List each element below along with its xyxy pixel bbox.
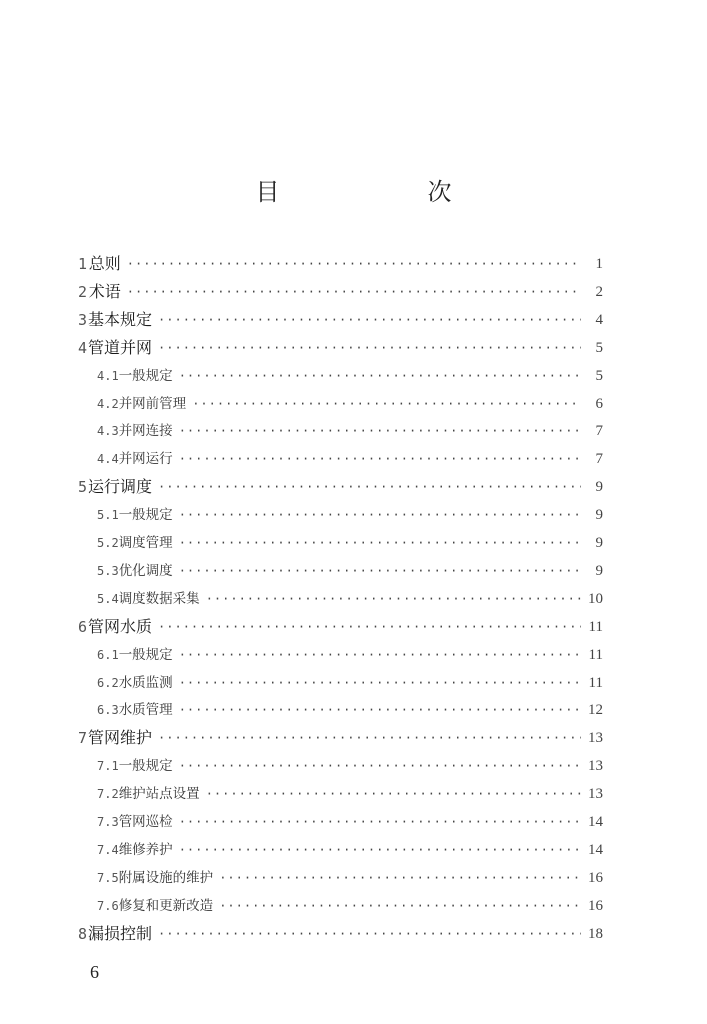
toc-section-row [97, 501, 603, 529]
toc-dot-leader [127, 278, 581, 306]
toc-entry-page: 12 [588, 702, 603, 719]
toc-entry-title: 调度数据采集 [118, 590, 200, 607]
toc-entry-title: 水质管理 [118, 702, 173, 719]
toc-dot-leader [219, 864, 581, 892]
toc-entry-number: 6 [78, 617, 88, 636]
toc-dot-leader [158, 334, 581, 362]
toc-entry-number: 5.2 [97, 536, 119, 550]
toc-entry-number: 8 [78, 924, 88, 943]
toc-section-row [97, 641, 603, 669]
toc-section-row [97, 808, 603, 836]
toc-entry-title: 管网巡检 [118, 814, 173, 830]
toc-entry-page: 4 [595, 311, 603, 328]
toc-entry-page: 16 [588, 897, 603, 914]
toc-entry-number: 7.6 [97, 898, 119, 913]
toc-entry-number: 1 [78, 255, 88, 273]
toc-chapter-row [78, 724, 603, 752]
toc-entry-title: 并网连接 [118, 423, 173, 440]
toc-dot-leader [158, 613, 581, 641]
toc-section-row [97, 585, 603, 613]
toc-entry-title: 一般规定 [118, 367, 173, 384]
toc-entry-page: 5 [595, 339, 603, 356]
toc-entry-title: 一般规定 [118, 758, 173, 775]
toc-entry-number: 7.1 [97, 759, 119, 774]
toc-dot-leader [179, 445, 581, 473]
toc-entry-title: 优化调度 [118, 562, 173, 579]
toc-dot-leader [219, 892, 581, 920]
toc-entry-page: 11 [588, 674, 603, 691]
toc-dot-leader [179, 641, 581, 669]
toc-dot-leader [206, 780, 581, 808]
toc-dot-leader [179, 529, 581, 557]
toc-entry-page: 9 [595, 562, 603, 579]
toc-entry-title: 运行调度 [88, 477, 153, 497]
toc-entry-title: 管网水质 [88, 616, 153, 636]
toc-dot-leader [179, 362, 581, 390]
page-number: 6 [90, 962, 99, 982]
toc-section-row [97, 864, 603, 892]
toc-entry-title: 管道并网 [88, 337, 153, 357]
toc-entry-number: 5.4 [97, 591, 119, 606]
toc-entry-title: 水质监测 [118, 674, 173, 691]
page-title: 目 次 [255, 178, 514, 206]
toc-section-row [97, 669, 603, 697]
toc-section-row [97, 696, 603, 724]
toc-entry-title: 总则 [88, 254, 121, 273]
toc-entry-page: 11 [588, 618, 603, 635]
toc-entry-title: 维修养护 [118, 841, 173, 858]
toc-entry-title: 基本规定 [88, 309, 153, 329]
toc-dot-leader [158, 724, 581, 752]
toc-section-row [97, 752, 603, 780]
toc-dot-leader [158, 473, 581, 501]
toc-entry-page: 7 [595, 423, 603, 440]
toc-entry-page: 9 [595, 535, 603, 551]
toc-entry-title: 附属设施的维护 [118, 869, 214, 886]
toc-entry-number: 4.3 [97, 424, 119, 439]
toc-entry-page: 9 [595, 507, 603, 524]
toc-entry-page: 18 [588, 925, 603, 942]
toc-chapter-row [78, 306, 603, 334]
toc-entry-page: 16 [588, 869, 603, 886]
toc-entry-number: 3 [78, 310, 88, 329]
toc-section-row [97, 780, 603, 808]
toc-entry-title: 一般规定 [118, 646, 173, 663]
toc-dot-leader [127, 250, 581, 278]
toc-entry-page: 14 [588, 841, 603, 858]
toc-dot-leader [179, 417, 581, 445]
toc-entry-page: 10 [588, 590, 603, 607]
toc-entry-title: 并网运行 [118, 451, 173, 468]
toc-entry-title: 修复和更新改造 [118, 897, 214, 914]
toc-chapter-row [78, 250, 603, 278]
toc-entry-number: 6.2 [97, 675, 119, 690]
toc-entry-page: 9 [595, 479, 603, 496]
toc-section-row [97, 445, 603, 473]
toc-entry-title: 维护站点设置 [118, 786, 200, 803]
toc-dot-leader [179, 808, 581, 836]
toc-entry-number: 2 [78, 282, 88, 301]
toc-entry-page: 6 [595, 395, 603, 412]
toc-entry-page: 13 [588, 786, 603, 803]
toc-dot-leader [179, 752, 581, 780]
toc-entry-number: 7.5 [97, 870, 119, 885]
toc-entry-page: 13 [588, 730, 603, 747]
toc-entry-number: 4.4 [97, 452, 119, 467]
toc-dot-leader [158, 920, 581, 948]
toc-dot-leader [192, 390, 581, 418]
toc-entry-number: 4.1 [97, 368, 119, 383]
toc-dot-leader [179, 836, 581, 864]
toc-entry-title: 漏损控制 [88, 923, 153, 943]
toc-entry-number: 6.3 [97, 703, 119, 718]
toc-entry-page: 7 [595, 451, 603, 468]
toc-entry-title: 调度管理 [118, 535, 173, 551]
toc-chapter-row [78, 920, 603, 948]
toc-section-row [97, 529, 603, 557]
toc-section-row [97, 892, 603, 920]
toc-chapter-row [78, 473, 603, 501]
toc-dot-leader [179, 501, 581, 529]
toc-entry-title: 并网前管理 [118, 395, 187, 412]
toc-dot-leader [179, 669, 581, 697]
toc-entry-number: 5.3 [97, 563, 119, 578]
toc-dot-leader [206, 585, 581, 613]
toc-entry-page: 1 [595, 256, 603, 272]
toc-chapter-row [78, 278, 603, 306]
toc-entry-page: 2 [595, 283, 603, 300]
toc-section-row [97, 390, 603, 418]
toc-entry-page: 11 [588, 646, 603, 663]
toc-chapter-row [78, 613, 603, 641]
toc-entry-number: 7.4 [97, 842, 119, 857]
toc-entry-number: 7.3 [97, 815, 119, 829]
toc-dot-leader [158, 306, 581, 334]
toc-entry-number: 7 [78, 729, 88, 748]
toc-dot-leader [179, 557, 581, 585]
toc-entry-title: 管网维护 [88, 728, 153, 748]
toc-chapter-row [78, 334, 603, 362]
toc-section-row [97, 362, 603, 390]
toc-entry-number: 4 [78, 338, 88, 357]
toc-entry-page: 14 [588, 814, 603, 830]
toc-entry-page: 5 [595, 367, 603, 384]
toc-entry-title: 术语 [88, 281, 121, 301]
toc-entry-number: 7.2 [97, 787, 119, 802]
toc-section-row [97, 417, 603, 445]
toc-section-row [97, 836, 603, 864]
toc-dot-leader [179, 696, 581, 724]
toc-entry-number: 4.2 [97, 396, 119, 411]
toc-entry-title: 一般规定 [118, 507, 173, 524]
toc-entry-number: 6.1 [97, 647, 119, 662]
toc-entry-number: 5.1 [97, 508, 119, 523]
toc-entry-page: 13 [588, 758, 603, 775]
toc-section-row [97, 557, 603, 585]
toc-entry-number: 5 [78, 478, 88, 497]
